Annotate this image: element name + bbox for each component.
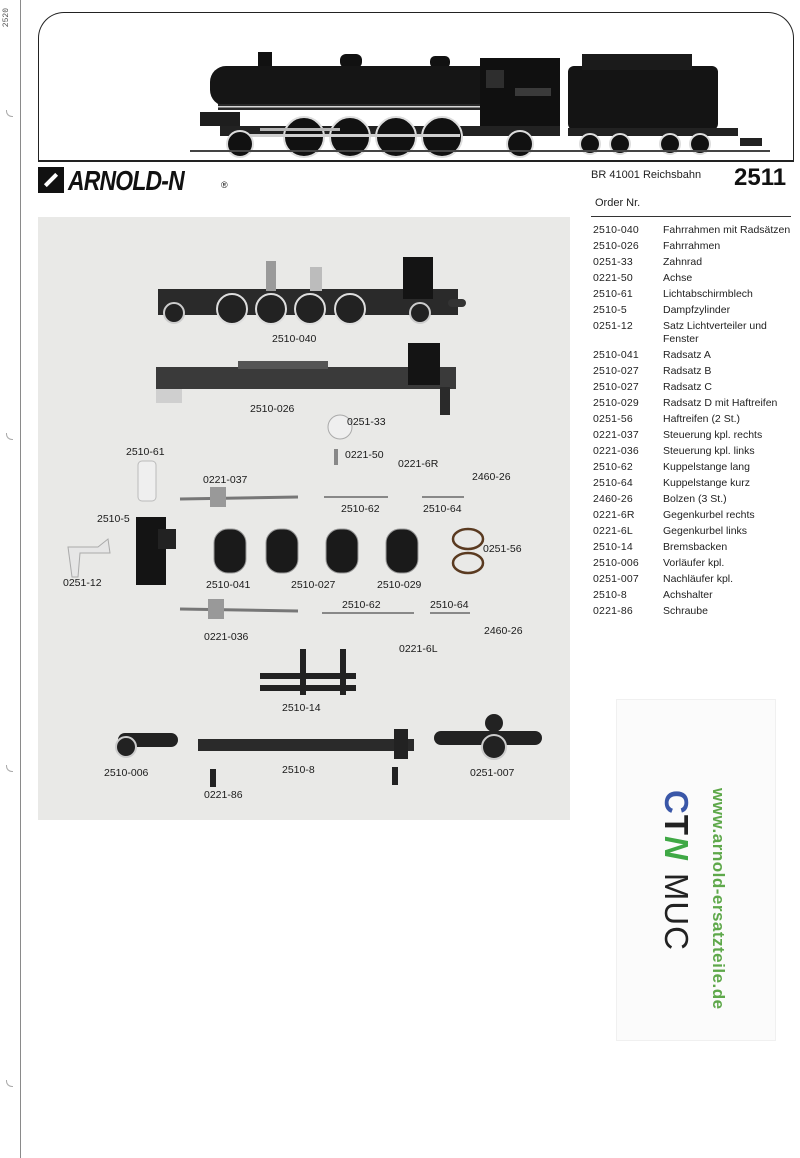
part-description: Lichtabschirmblech xyxy=(663,288,753,300)
diagram-label: 2510-027 xyxy=(291,579,336,591)
part-row xyxy=(593,240,793,253)
parts-list xyxy=(593,224,793,621)
part-row xyxy=(593,445,793,458)
part-number: 2510-5 xyxy=(593,304,627,316)
ctn-letter-n: N xyxy=(658,836,695,861)
part-row xyxy=(593,320,793,346)
diagram-label: 0221-86 xyxy=(204,789,243,801)
part-row xyxy=(593,397,793,410)
diagram-label: 2510-029 xyxy=(377,579,422,591)
part-row xyxy=(593,493,793,506)
part-row xyxy=(593,525,793,538)
ctn-letter-c: C xyxy=(658,790,695,815)
part-number: 2460-26 xyxy=(593,493,633,505)
part-description: Radsatz C xyxy=(663,381,713,393)
diagram-label: 0221-6R xyxy=(398,458,439,470)
locomotive-illustration xyxy=(190,40,780,162)
part-number: 0221-6R xyxy=(593,509,635,521)
arnold-logo-mark-icon xyxy=(38,167,64,193)
part-row xyxy=(593,381,793,394)
punch-mark xyxy=(6,765,13,772)
trailing-truck xyxy=(434,714,542,759)
header-rule xyxy=(38,160,794,162)
part-row xyxy=(593,288,793,301)
diagram-label: 2510-041 xyxy=(206,579,251,591)
part-number: 2510-040 xyxy=(593,224,639,236)
part-number: 0221-036 xyxy=(593,445,639,457)
part-number: 0251-33 xyxy=(593,256,633,268)
punch-mark xyxy=(6,110,13,117)
part-row xyxy=(593,272,793,285)
part-description: Radsatz D mit Haftreifen xyxy=(663,397,778,409)
wheelsets xyxy=(214,529,418,573)
part-row xyxy=(593,557,793,570)
part-number: 2510-006 xyxy=(593,557,639,569)
diagram-label: 0251-007 xyxy=(470,767,515,779)
part-number: 0251-12 xyxy=(593,320,633,332)
part-description: Kuppelstange kurz xyxy=(663,477,750,489)
part-description: Fahrrahmen xyxy=(663,240,721,252)
model-number: 2511 xyxy=(734,164,787,191)
front-pony-truck xyxy=(116,733,178,757)
diagram-label: 2510-61 xyxy=(126,446,165,458)
part-description: Steuerung kpl. rechts xyxy=(663,429,763,441)
part-description: Zahnrad xyxy=(663,256,703,268)
part-row xyxy=(593,541,793,554)
ctn-muc-logo xyxy=(657,790,695,951)
part-description: Bolzen (3 St.) xyxy=(663,493,727,505)
diagram-label: 2510-62 xyxy=(341,503,380,515)
part-row xyxy=(593,256,793,269)
diagram-label: 2510-8 xyxy=(282,764,315,776)
part-row xyxy=(593,304,793,317)
diagram-label: 2460-26 xyxy=(472,471,511,483)
part-description: Haftreifen (2 St.) xyxy=(663,413,741,425)
part-number: 2510-026 xyxy=(593,240,639,252)
part-number: 2510-029 xyxy=(593,397,639,409)
part-row xyxy=(593,605,793,618)
diagram-label: 2510-006 xyxy=(104,767,149,779)
part-description: Radsatz B xyxy=(663,365,712,377)
model-name: BR 41001 Reichsbahn xyxy=(591,169,702,181)
diagram-label: 0221-037 xyxy=(203,474,248,486)
diagram-label: 0251-33 xyxy=(347,416,386,428)
part-description: Achse xyxy=(663,272,693,284)
part-number: 0251-56 xyxy=(593,413,633,425)
part-description: Radsatz A xyxy=(663,349,711,361)
part-number: 2510-041 xyxy=(593,349,639,361)
part-number: 0221-50 xyxy=(593,272,633,284)
part-number: 0221-6L xyxy=(593,525,633,537)
part-number: 0251-007 xyxy=(593,573,639,585)
part-number: 2510-61 xyxy=(593,288,633,300)
part-row xyxy=(593,349,793,362)
punch-mark xyxy=(6,433,13,440)
diagram-label: 2510-64 xyxy=(423,503,462,515)
part-row xyxy=(593,429,793,442)
part-description: Gegenkurbel links xyxy=(663,525,748,537)
diagram-label: 2510-040 xyxy=(272,333,317,345)
ctn-letter-t: T xyxy=(658,814,695,837)
diagram-label: 0221-50 xyxy=(345,449,384,461)
diagram-label: 2510-5 xyxy=(97,513,130,525)
registered-mark: ® xyxy=(221,180,228,190)
part-row xyxy=(593,509,793,522)
part-number: 2510-14 xyxy=(593,541,633,553)
part-description: Fahrrahmen mit Radsätzen xyxy=(663,224,791,236)
part-description: Steuerung kpl. links xyxy=(663,445,755,457)
part-description: Achshalter xyxy=(663,589,713,601)
part-row xyxy=(593,365,793,378)
diagram-label: 0251-12 xyxy=(63,577,102,589)
part-number: 2510-64 xyxy=(593,477,633,489)
diagram-label: 0251-56 xyxy=(483,543,522,555)
order-rule xyxy=(591,216,791,217)
part-number: 2510-027 xyxy=(593,381,639,393)
part-description: Bremsbacken xyxy=(663,541,728,553)
diagram-label: 2510-026 xyxy=(250,403,295,415)
shop-url[interactable]: www.arnold-ersatzteile.de xyxy=(709,788,728,1010)
part-description: Schraube xyxy=(663,605,708,617)
part-number: 2510-62 xyxy=(593,461,633,473)
part-description: Nachläufer kpl. xyxy=(663,573,734,585)
dealer-sticker xyxy=(617,700,775,1040)
margin-line xyxy=(20,0,21,1158)
arnold-logo xyxy=(38,165,238,197)
part-description: Vorläufer kpl. xyxy=(663,557,725,569)
diagram-label: 0221-6L xyxy=(399,643,438,655)
part-row xyxy=(593,461,793,474)
punch-mark xyxy=(6,1080,13,1087)
ctn-muc-text: MUC xyxy=(658,872,695,952)
part-row xyxy=(593,589,793,602)
part-number: 0221-86 xyxy=(593,605,633,617)
side-code: 2520 xyxy=(2,8,11,28)
part-number: 2510-027 xyxy=(593,365,639,377)
part-row xyxy=(593,224,793,237)
diagram-label: 2460-26 xyxy=(484,625,523,637)
part-description: Dampfzylinder xyxy=(663,304,731,316)
brand-name: ARNOLD-N xyxy=(68,165,184,196)
part-description: Kuppelstange lang xyxy=(663,461,750,473)
chassis-with-wheelsets xyxy=(158,257,466,324)
part-row xyxy=(593,477,793,490)
part-row xyxy=(593,413,793,426)
part-number: 0221-037 xyxy=(593,429,639,441)
diagram-label: 2510-14 xyxy=(282,702,321,714)
part-description: Gegenkurbel rechts xyxy=(663,509,755,521)
diagram-label: 2510-64 xyxy=(430,599,469,611)
order-number-heading: Order Nr. xyxy=(595,197,641,209)
brake-shoes xyxy=(260,649,356,695)
diagram-label: 2510-62 xyxy=(342,599,381,611)
part-number: 2510-8 xyxy=(593,589,627,601)
part-description: Satz Lichtverteiler und Fenster xyxy=(663,320,767,345)
diagram-label: 0221-036 xyxy=(204,631,249,643)
part-row xyxy=(593,573,793,586)
frame xyxy=(156,343,456,415)
